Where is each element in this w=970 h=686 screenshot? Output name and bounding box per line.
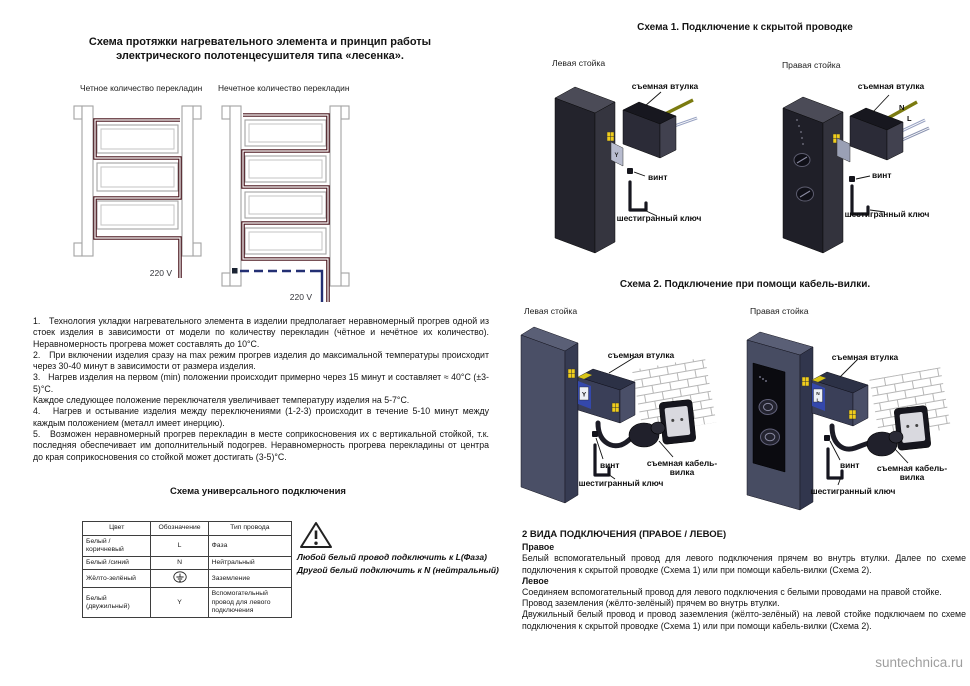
connection-types-title: 2 ВИДА ПОДКЛЮЧЕНИЯ (ПРАВОЕ / ЛЕВОЕ)	[522, 529, 727, 540]
schema1-title: Схема 1. Подключение к скрытой проводке	[637, 22, 853, 33]
wire-color-table	[82, 521, 292, 618]
schema2-right-post-caption: Правая стойка	[750, 306, 809, 316]
plug-cable	[832, 426, 872, 449]
warning-line-1: Любой белый провод подключить к L(Фаза)	[297, 552, 487, 562]
cell-color-neutral: Белый /синий	[83, 557, 151, 570]
hex-key-annotation: шестигранный ключ	[616, 213, 702, 223]
left-connection-text-2: Провод заземления (жёлто-зелёный) прячем во внутрь втулки.	[522, 598, 780, 609]
left-connection-text-3: Двужильный белый провод и провод заземления (жёлто-зелёный) на левой стойке подключаем по схеме подключения к скрытой проводке (Схема 1) или при помощи кабель-вилки (Схема 2).	[522, 609, 966, 631]
universal-connection-title: Схема универсального подключения	[170, 486, 346, 497]
cell-color-phase: Белый /коричневый	[83, 536, 151, 557]
cell-type-neutral: Нейтральный	[208, 557, 291, 570]
sleeve-L-mark: L	[816, 398, 820, 404]
note-2: 2. При включении изделия сразу на max режим прогрев изделия до максимальной температуры происходит через 30-40 минут в зависимости от размера изделия.	[33, 349, 492, 372]
note-3: 3. Нагрев изделия на первом (min) положении происходит примерно через 15 минут и составляет ≈ 40°С (±3-5)°С.	[33, 372, 489, 394]
even-ladder-caption: Четное количество перекладин	[80, 83, 203, 93]
post-side	[823, 112, 843, 253]
screw	[824, 435, 830, 441]
ladder-diagrams-figure	[60, 80, 412, 315]
screw-annotation: винт	[648, 172, 668, 182]
cell-color-aux: Белый (двужильный)	[83, 588, 151, 618]
cell-symbol-Y: Y	[151, 588, 208, 618]
ladder-even	[74, 106, 201, 256]
schema1-right-post-caption: Правая стойка	[782, 60, 841, 70]
plug-annotation: съемная кабель-вилка	[876, 463, 948, 483]
screw	[849, 176, 855, 182]
wire-L-mark: L	[907, 114, 912, 123]
sleeve-annotation: съемная втулка	[831, 352, 899, 362]
ground-symbol-icon	[173, 571, 187, 583]
col-header-symbol: Обозначение	[151, 522, 208, 536]
sleeve-N-mark: N	[816, 392, 820, 397]
neutral-junction-dot	[232, 268, 238, 274]
cell-type-phase: Фаза	[208, 536, 291, 557]
sleeve-Y-mark: Y	[581, 391, 587, 399]
left-connection-heading: Левое	[522, 575, 549, 586]
warning-sticker	[607, 132, 614, 141]
screw-annotation: винт	[872, 170, 892, 180]
post-front	[783, 108, 823, 253]
warning-sticker	[802, 377, 809, 386]
screw-annotation: винт	[840, 460, 860, 470]
warning-note	[297, 551, 499, 577]
schema2-left-post-caption: Левая стойка	[524, 306, 578, 316]
note-4: 4. Нагрев и остывание изделия между переключениями (1-2-3) происходит в течение 5-10 минут между каждым положением (металл имеет инерцию).	[33, 406, 492, 428]
cell-symbol-L: L	[151, 536, 208, 557]
terminal-Y-mark: Y	[614, 153, 619, 159]
watermark: suntechnica.ru	[875, 655, 963, 670]
operation-notes	[33, 316, 492, 463]
voltage-label-even: 220 V	[149, 268, 172, 278]
wall-socket	[894, 405, 931, 450]
cable-plug	[629, 422, 665, 447]
col-header-type: Тип провода	[208, 522, 291, 536]
schema1-left-illustration	[545, 78, 717, 264]
note-3b: Каждое следующее положение переключателя увеличивает температуру изделия на 5-7°С.	[33, 395, 410, 406]
warning-sticker-2	[849, 410, 856, 419]
post-front	[555, 98, 595, 253]
hex-key-icon	[630, 182, 646, 210]
col-header-color: Цвет	[83, 522, 151, 536]
screw	[627, 168, 633, 174]
sleeve-annotation: съемная втулка	[607, 350, 675, 360]
hex-key-annotation: шестигранный ключ	[810, 486, 896, 496]
screw-annotation: винт	[600, 460, 620, 470]
wall-socket	[659, 399, 696, 444]
hex-key-annotation: шестигранный ключ	[578, 478, 664, 488]
cell-symbol-ground	[151, 570, 208, 588]
page-title: Схема протяжки нагревательного элемента и принцип работы электрического полотенцесушителя типа «лесенка».	[88, 36, 432, 62]
wire-N-mark: N	[899, 103, 905, 112]
schema1-left-post-caption: Левая стойка	[552, 58, 606, 68]
connection-types-section	[522, 529, 966, 632]
warning-triangle-icon	[299, 520, 333, 550]
odd-ladder-caption: Нечетное количество перекладин	[218, 83, 350, 93]
cell-symbol-N: N	[151, 557, 208, 570]
cell-type-aux: Вспомогательный провод для левого подключения	[208, 588, 291, 618]
warning-sticker-2	[612, 403, 619, 412]
sleeve-annotation: съемная втулка	[631, 81, 699, 91]
right-connection-heading: Правое	[522, 542, 555, 553]
sleeve-annotation: съемная втулка	[857, 81, 925, 91]
voltage-label-odd: 220 V	[289, 292, 312, 302]
note-5: 5. Возможен неравномерный прогрев перекладин в месте соприкосновения их с вертикальной стойкой, т.к. последняя обеспечивает им дополнительный подогрев. Неравномерность прогрева перекладины от центра до края соприкосновения со стойкой может достигать (3-5)°С.	[33, 428, 492, 462]
right-connection-text: Белый вспомогательный провод для левого подключения прячем во внутрь втулки. Далее по схеме подключения к скрытой проводке (Схема 1) или при помощи кабель-вилки (Схема 2).	[522, 553, 966, 575]
plug-annotation: съемная кабель-вилка	[646, 458, 718, 478]
cell-type-ground: Заземление	[208, 570, 291, 588]
warning-line-2: Другой белый подключить к N (нейтральный)	[297, 565, 499, 575]
left-connection-text-1: Соединяем вспомогательный провод для левого подключения с белыми проводами на правой стойке.	[522, 587, 942, 598]
control-panel	[753, 363, 785, 472]
post-front	[521, 335, 565, 503]
schema2-title: Схема 2. Подключение при помощи кабель-вилки.	[619, 279, 871, 290]
note-1: 1. Технология укладки нагревательного элемента в изделии предполагает неравномерный прогрев одной из стоек изделия в зависимости от модели по количеству перекладин (чётное и нечётное их количество). Неравномерность прогрева может составлять до 10°С.	[33, 316, 492, 349]
hex-key-annotation: шестигранный ключ	[844, 209, 930, 219]
cell-color-ground: Жёлто-зелёный	[83, 570, 151, 588]
warning-sticker	[568, 369, 575, 378]
screw	[592, 431, 598, 437]
post-side	[595, 102, 615, 253]
